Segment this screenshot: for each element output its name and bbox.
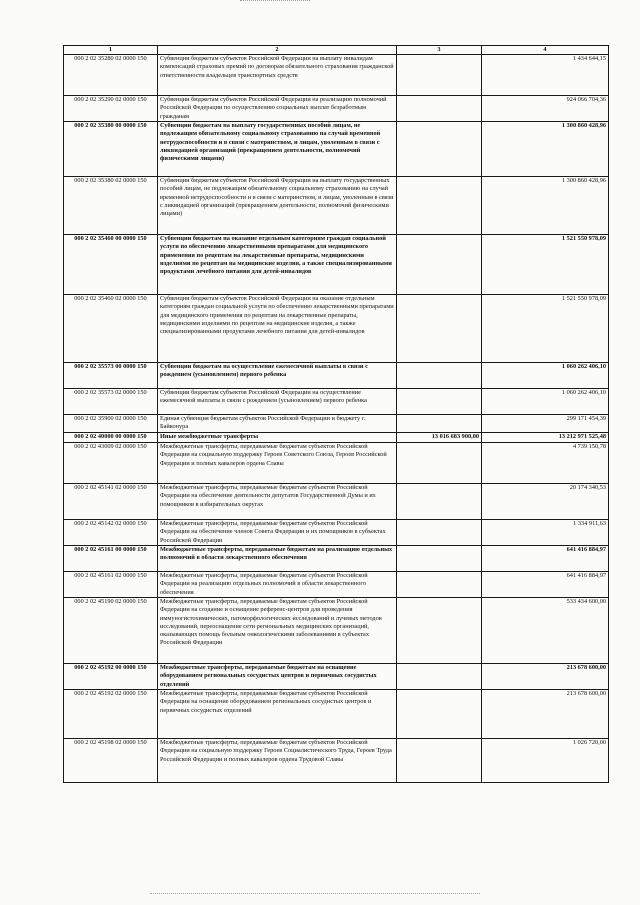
table-row: [64, 572, 609, 598]
table-row: [64, 96, 609, 122]
total-amount-cell: 213 678 600,00: [482, 690, 609, 739]
budget-code-cell: 000 2 02 35573 02 0000 150: [64, 389, 158, 415]
plan-amount-cell: [397, 664, 482, 690]
table-row: [64, 363, 609, 389]
plan-amount-cell: [397, 177, 482, 235]
plan-amount-cell: [397, 520, 482, 546]
plan-amount-cell: [397, 546, 482, 572]
plan-amount-cell: 13 016 683 900,00: [397, 433, 482, 443]
column-header-3: 3: [397, 46, 482, 55]
column-header-1: 1: [64, 46, 158, 55]
plan-amount-cell: [397, 739, 482, 783]
table-row: [64, 295, 609, 363]
plan-amount-cell: [397, 235, 482, 295]
table-row: [64, 415, 609, 433]
total-amount-cell: 13 212 971 525,48: [482, 433, 609, 443]
budget-code-cell: 000 2 02 35380 02 0000 150: [64, 177, 158, 235]
total-amount-cell: 1 300 860 428,96: [482, 177, 609, 235]
total-amount-cell: 641 416 884,97: [482, 546, 609, 572]
plan-amount-cell: [397, 443, 482, 484]
description-cell: Субвенции бюджетам субъектов Российской Федерации на оказание отдельным категориям граждан социальной услуги по обеспечению лекарственными препаратами для медицинского применения по рецептам на лекарственные препараты, медицинскими изделиями по рецептам на медицинские изделия, а также специализированными продуктами лечебного питания для детей-инвалидов: [158, 295, 397, 363]
budget-code-cell: 000 2 02 45161 00 0000 150: [64, 546, 158, 572]
plan-amount-cell: [397, 598, 482, 664]
total-amount-cell: 20 174 340,53: [482, 484, 609, 520]
description-cell: Субвенции бюджетам субъектов Российской Федерации на выплату инвалидам компенсаций страховых премий по договорам обязательного страхования гражданской ответственности владельцев транспортных средств: [158, 55, 397, 96]
description-cell: Межбюджетные трансферты, передаваемые бюджетам на оснащение оборудованием региональных сосудистых центров и первичных сосудистых отделений: [158, 664, 397, 690]
description-cell: Субвенции бюджетам субъектов Российской Федерации на выплату государственных пособий лицам, не подлежащим обязательному социальному страхованию на случай временной нетрудоспособности и в связи с материнством, и лицам, уволенным в связи с ликвидацией организаций (прекращением деятельности, полномочий физическими лицами): [158, 177, 397, 235]
header-row: [64, 46, 609, 55]
page-footer-mark: [150, 893, 480, 896]
total-amount-cell: 641 416 884,97: [482, 572, 609, 598]
description-cell: Субвенции бюджетам субъектов Российской Федерации на реализацию полномочий Российской Федерации по осуществлению социальных выплат безработным гражданам: [158, 96, 397, 122]
table-row: [64, 664, 609, 690]
description-cell: Межбюджетные трансферты, передаваемые бюджетам на реализацию отдельных полномочий в области лекарственного обеспечения: [158, 546, 397, 572]
plan-amount-cell: [397, 415, 482, 433]
table-row: [64, 122, 609, 177]
budget-code-cell: 000 2 02 35290 02 0000 150: [64, 96, 158, 122]
description-cell: Субвенции бюджетам субъектов Российской Федерации на осуществление ежемесячной выплаты в связи с рождением (усыновлением) первого ребенка: [158, 389, 397, 415]
column-header-2: 2: [158, 46, 397, 55]
plan-amount-cell: [397, 96, 482, 122]
budget-table: [63, 45, 609, 783]
table-row: [64, 433, 609, 443]
total-amount-cell: 1 521 550 978,09: [482, 235, 609, 295]
table-row: [64, 546, 609, 572]
description-cell: Межбюджетные трансферты, передаваемые бюджетам субъектов Российской Федерации на обеспечение деятельности депутатов Государственной Думы и их помощников в избирательных округах: [158, 484, 397, 520]
budget-code-cell: 000 2 02 45192 00 0000 150: [64, 664, 158, 690]
table-row: [64, 389, 609, 415]
total-amount-cell: 4 739 150,78: [482, 443, 609, 484]
description-cell: Субвенции бюджетам на оказание отдельным категориям граждан социальной услуги по обеспечению лекарственными препаратами для медицинского применения по рецептам на лекарственные препараты, медицинскими изделиями по рецептам на медицинские изделия, а также специализированными продуктами лечебного питания для детей-инвалидов: [158, 235, 397, 295]
plan-amount-cell: [397, 122, 482, 177]
table-body: [64, 55, 609, 783]
budget-code-cell: 000 2 02 45142 02 0000 150: [64, 520, 158, 546]
table-row: [64, 484, 609, 520]
plan-amount-cell: [397, 389, 482, 415]
budget-code-cell: 000 2 02 43009 02 0000 150: [64, 443, 158, 484]
plan-amount-cell: [397, 572, 482, 598]
total-amount-cell: 1 026 720,00: [482, 739, 609, 783]
description-cell: Субвенции бюджетам на осуществление ежемесячной выплаты в связи с рождением (усыновлением) первого ребенка: [158, 363, 397, 389]
table-row: [64, 520, 609, 546]
budget-code-cell: 000 2 02 35900 02 0000 150: [64, 415, 158, 433]
budget-code-cell: 000 2 02 35280 02 0000 150: [64, 55, 158, 96]
budget-code-cell: 000 2 02 45141 02 0000 150: [64, 484, 158, 520]
total-amount-cell: 533 434 600,00: [482, 598, 609, 664]
description-cell: Межбюджетные трансферты, передаваемые бюджетам субъектов Российской Федерации на социальную поддержку Героев Советского Союза, Героев Российской Федерации и полных кавалеров ордена Славы: [158, 443, 397, 484]
description-cell: Субвенции бюджетам на выплату государственных пособий лицам, не подлежащим обязательному социальному страхованию на случай временной нетрудоспособности и в связи с материнством, и лицам, уволенным в связи с ликвидацией организаций (прекращением деятельности, полномочий физическими лицами): [158, 122, 397, 177]
total-amount-cell: 1 334 911,63: [482, 520, 609, 546]
table-row: [64, 235, 609, 295]
budget-code-cell: 000 2 02 40000 00 0000 150: [64, 433, 158, 443]
budget-code-cell: 000 2 02 35460 00 0000 150: [64, 235, 158, 295]
total-amount-cell: 299 171 454,39: [482, 415, 609, 433]
table-row: [64, 598, 609, 664]
description-cell: Межбюджетные трансферты, передаваемые бюджетам субъектов Российской Федерации на реализацию отдельных полномочий в области лекарственного обеспечения: [158, 572, 397, 598]
plan-amount-cell: [397, 484, 482, 520]
budget-code-cell: 000 2 02 35460 02 0000 150: [64, 295, 158, 363]
plan-amount-cell: [397, 363, 482, 389]
total-amount-cell: 924 066 704,36: [482, 96, 609, 122]
total-amount-cell: 1 060 262 406,10: [482, 389, 609, 415]
table-row: [64, 443, 609, 484]
budget-code-cell: 000 2 02 35573 00 0000 150: [64, 363, 158, 389]
total-amount-cell: 1 060 262 406,10: [482, 363, 609, 389]
description-cell: Иные межбюджетные трансферты: [158, 433, 397, 443]
budget-code-cell: 000 2 02 45161 02 0000 150: [64, 572, 158, 598]
description-cell: Межбюджетные трансферты, передаваемые бюджетам субъектов Российской Федерации на социальную поддержку Героев Социалистического Труда, Героев Труда Российской Федерации и полных кавалеров ордена Трудовой Славы: [158, 739, 397, 783]
total-amount-cell: 1 434 644,15: [482, 55, 609, 96]
description-cell: Единая субвенция бюджетам субъектов Российской Федерации и бюджету г. Байконура: [158, 415, 397, 433]
plan-amount-cell: [397, 295, 482, 363]
description-cell: Межбюджетные трансферты, передаваемые бюджетам субъектов Российской Федерации на обеспечение членов Совета Федерации и их помощников в субъектах Российской Федерации: [158, 520, 397, 546]
plan-amount-cell: [397, 690, 482, 739]
budget-code-cell: 000 2 02 45192 02 0000 150: [64, 690, 158, 739]
page-edge-mark: [240, 0, 310, 5]
total-amount-cell: 1 521 550 978,09: [482, 295, 609, 363]
table-row: [64, 177, 609, 235]
column-header-4: 4: [482, 46, 609, 55]
description-cell: Межбюджетные трансферты, передаваемые бюджетам субъектов Российской Федерации на создание и оснащение референс-центров для проведения иммуногистохимических, патоморфологических исследований и лучевых методов исследований, переоснащение сети региональных медицинских организаций, оказывающих помощь больным онкологическими заболеваниями в субъектах Российской Федерации: [158, 598, 397, 664]
table-row: [64, 55, 609, 96]
budget-code-cell: 000 2 02 45198 02 0000 150: [64, 739, 158, 783]
total-amount-cell: 1 300 860 428,96: [482, 122, 609, 177]
plan-amount-cell: [397, 55, 482, 96]
budget-code-cell: 000 2 02 45190 02 0000 150: [64, 598, 158, 664]
total-amount-cell: 213 678 600,00: [482, 664, 609, 690]
table-row: [64, 739, 609, 783]
table-row: [64, 690, 609, 739]
budget-code-cell: 000 2 02 35380 00 0000 150: [64, 122, 158, 177]
description-cell: Межбюджетные трансферты, передаваемые бюджетам субъектов Российской Федерации на оснащение оборудованием региональных сосудистых центров и первичных сосудистых отделений: [158, 690, 397, 739]
